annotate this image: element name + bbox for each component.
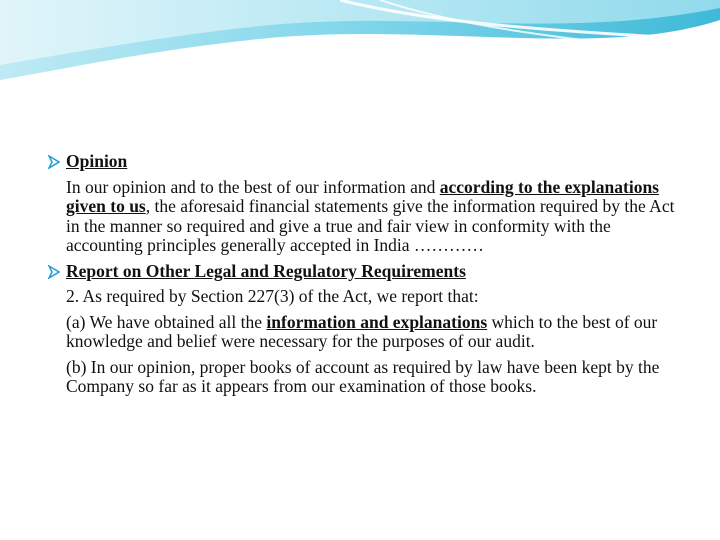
decorative-wave-header bbox=[0, 0, 720, 90]
opinion-text-after: , the aforesaid financial statements give the information required by the Act in the manner so required and give a true and fair view in conformity with the accounting principles generally accepted in India ………… bbox=[66, 196, 675, 255]
slide-content bbox=[48, 152, 678, 403]
bullet-opinion bbox=[48, 152, 678, 172]
opinion-heading: Opinion bbox=[66, 151, 128, 171]
item-a-emphasis: information and explanations bbox=[266, 311, 488, 332]
item-a-after: which to the best of our knowledge and belief were necessary for the purposes of our audit. bbox=[66, 311, 658, 351]
bullet-report bbox=[48, 262, 678, 282]
report-heading: Report on Other Legal and Regulatory Requirements bbox=[66, 260, 466, 281]
opinion-text-before: In our opinion and to the best of our information and bbox=[66, 176, 440, 197]
arrow-bullet-icon bbox=[48, 265, 60, 279]
opinion-emphasis: according to the explanations given to us bbox=[66, 176, 659, 216]
report-item-b: (b) In our opinion, proper books of account as required by law have been kept by the Company so far as it appears from our examination of those books. bbox=[66, 356, 660, 396]
report-intro: 2. As required by Section 227(3) of the Act, we report that: bbox=[66, 286, 479, 306]
arrow-bullet-icon bbox=[48, 155, 60, 169]
opinion-paragraph bbox=[66, 178, 678, 256]
item-a-before: (a) We have obtained all the bbox=[66, 311, 267, 332]
report-item-a bbox=[66, 313, 678, 352]
